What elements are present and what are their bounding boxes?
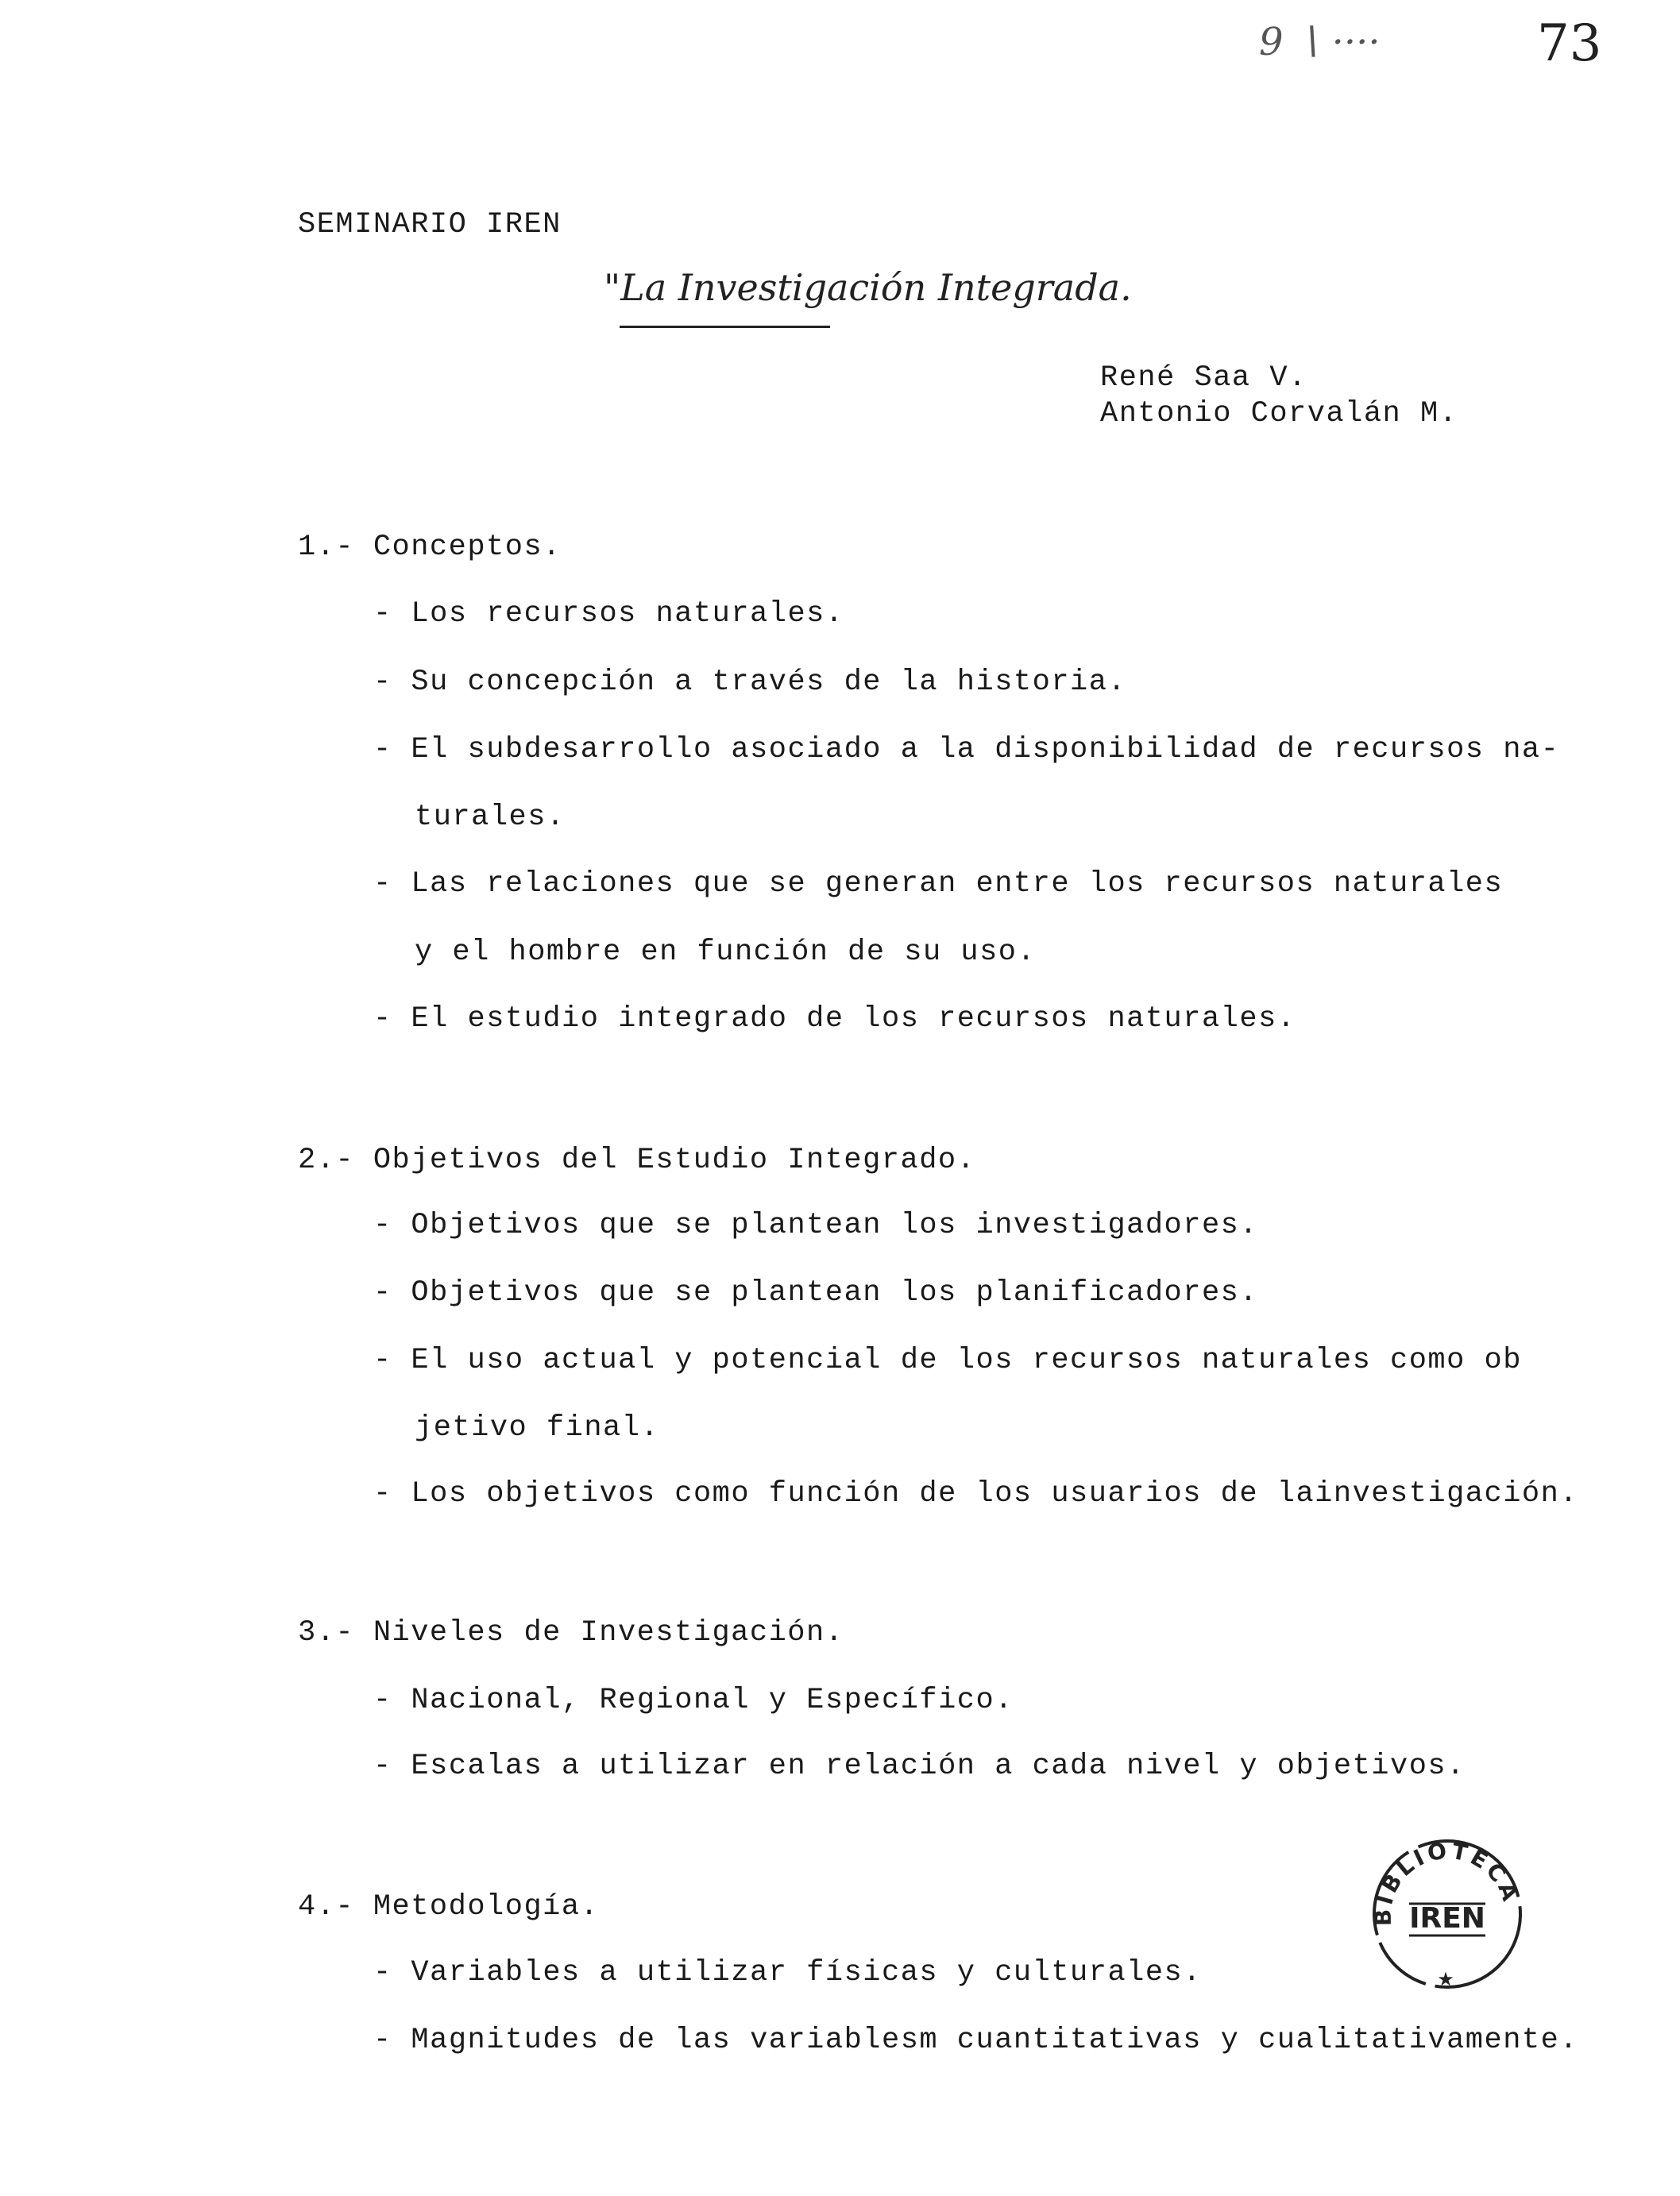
list-item-continuation: jetivo final.	[415, 1411, 660, 1445]
list-item: - El estudio integrado de los recursos naturales.	[373, 1002, 1296, 1036]
page-number: 73	[1537, 14, 1602, 73]
list-item: - Los objetivos como función de los usuarios de lainvestigación.	[373, 1477, 1579, 1511]
list-item-continuation: turales.	[415, 801, 566, 834]
section-heading: 4.- Metodología.	[298, 1890, 600, 1924]
stamp-seal	[1360, 1831, 1535, 2005]
list-item: - Su concepción a través de la historia.	[373, 666, 1127, 699]
author-1: René Saa V.	[1100, 361, 1307, 395]
section-heading: 2.- Objetivos del Estudio Integrado.	[298, 1144, 976, 1177]
stamp-arc-text: BIBLIOTECA	[1369, 1837, 1525, 1927]
library-stamp	[1360, 1831, 1535, 2005]
list-item: - Los recursos naturales.	[373, 597, 844, 631]
section-heading: 3.- Niveles de Investigación.	[298, 1616, 844, 1650]
header-scribble: 9 ∖ ····	[1259, 20, 1381, 64]
stamp-center-text: IREN	[1409, 1902, 1485, 1935]
list-item: - Variables a utilizar físicas y culturales.	[373, 1956, 1202, 1990]
handwritten-title: "La Investigación Integrada.	[604, 266, 1132, 309]
list-item: - El subdesarrollo asociado a la disponibilidad de recursos na-	[373, 733, 1560, 766]
list-item: - Escalas a utilizar en relación a cada nivel y objetivos.	[373, 1750, 1466, 1783]
title-underline	[620, 326, 830, 328]
section-heading: 1.- Conceptos.	[298, 531, 562, 564]
list-item-continuation: y el hombre en función de su uso.	[415, 936, 1037, 969]
list-item: - Nacional, Regional y Específico.	[373, 1684, 1014, 1717]
list-item: - El uso actual y potencial de los recursos naturales como ob	[373, 1344, 1522, 1377]
svg-text:★: ★	[1437, 1968, 1454, 1990]
seminar-title: SEMINARIO IREN	[298, 208, 562, 241]
author-2: Antonio Corvalán M.	[1100, 397, 1458, 430]
list-item: - Magnitudes de las variablesm cuantitativas y cualitativamente.	[373, 2024, 1579, 2057]
list-item: - Objetivos que se plantean los investigadores.	[373, 1209, 1259, 1242]
list-item: - Las relaciones que se generan entre los recursos naturales	[373, 867, 1504, 901]
list-item: - Objetivos que se plantean los planificadores.	[373, 1276, 1259, 1310]
